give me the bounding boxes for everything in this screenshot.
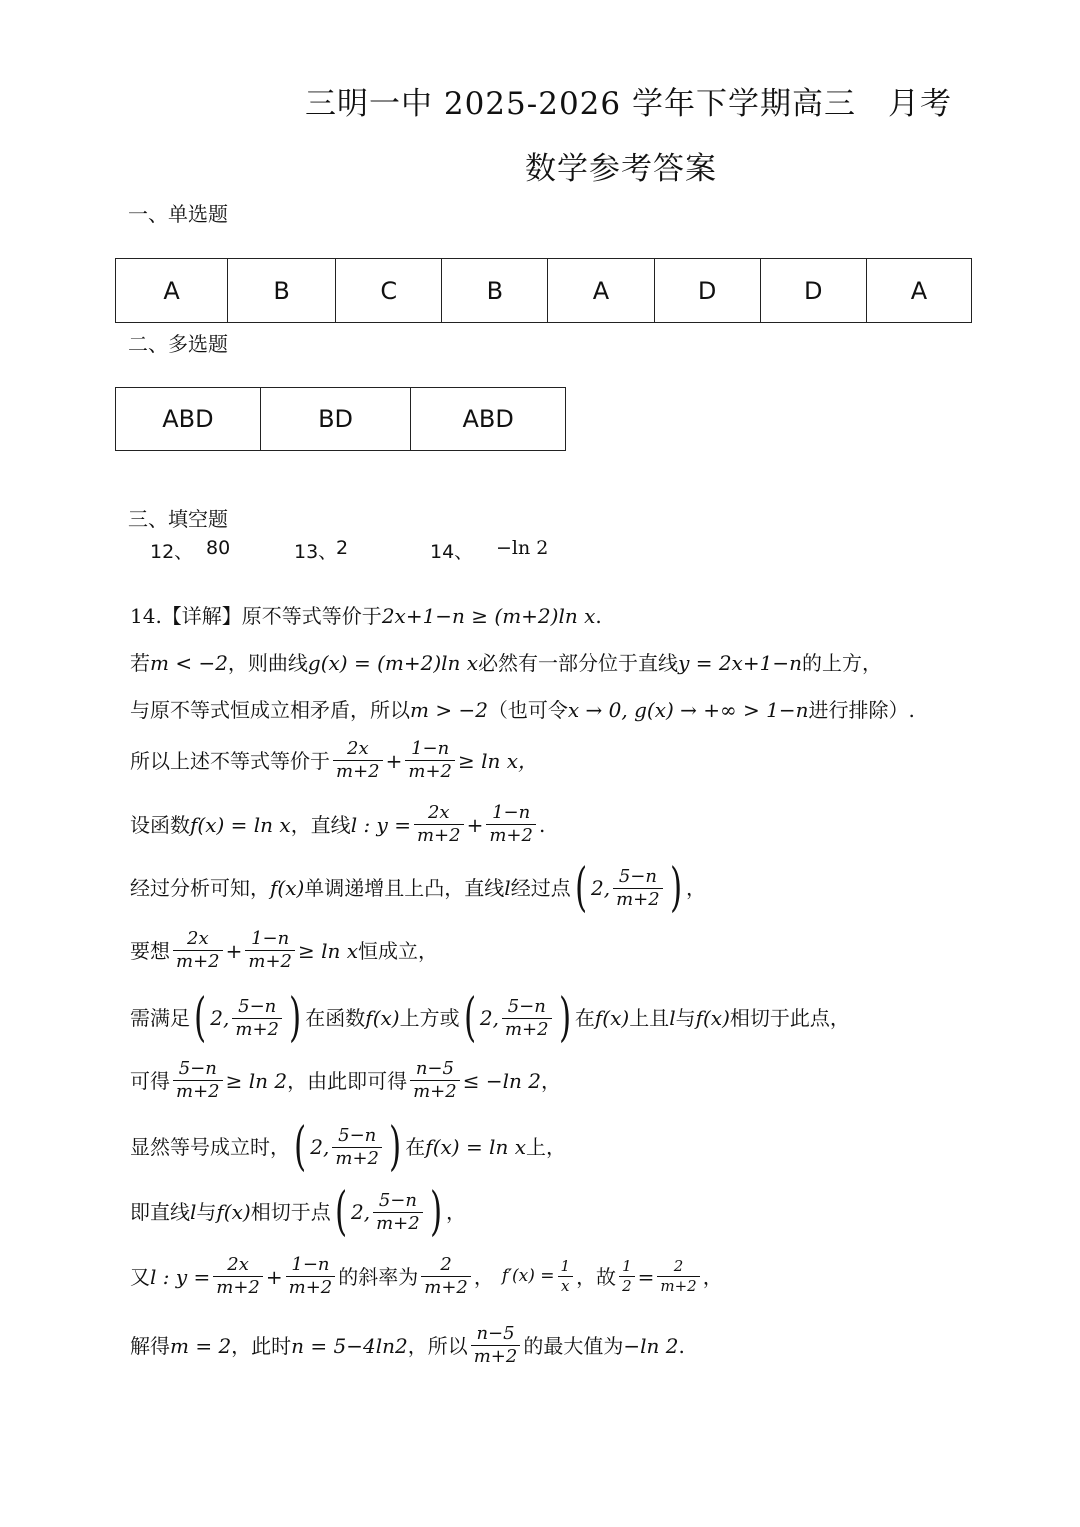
text: 上方或	[399, 1006, 460, 1030]
numerator: 1−n	[251, 928, 290, 949]
page-title: 三明一中 2025-2026 学年下学期高三 月考	[305, 86, 952, 122]
solution-line	[130, 740, 538, 781]
denominator: m+2	[471, 1345, 521, 1366]
text: ，所以	[407, 1333, 468, 1358]
fill-q13-label: 13、	[294, 541, 338, 563]
denominator: m+2	[410, 1080, 460, 1101]
solution-line	[130, 653, 882, 673]
text: 与原不等式恒成立相矛盾，所以	[130, 698, 410, 722]
text: 在	[405, 1135, 426, 1159]
text: 若	[130, 651, 150, 675]
text: 与	[196, 1200, 217, 1224]
solution-line	[130, 858, 706, 918]
plus: +	[385, 748, 403, 773]
text: ，	[540, 1068, 561, 1093]
math: m > −2	[410, 698, 488, 722]
answer-cell: D	[654, 259, 760, 323]
text: 14.【详解】原不等式等价于	[130, 604, 382, 628]
text: ，此时	[231, 1333, 292, 1358]
equals: =	[637, 1264, 655, 1289]
fill-q12-label: 12、	[150, 541, 194, 563]
numerator: n−5	[476, 1323, 515, 1344]
math: f(x)	[216, 1200, 251, 1224]
answer-cell: B	[442, 259, 548, 323]
math: y = 2x+1−n	[678, 651, 802, 675]
math: 2,	[479, 1006, 499, 1030]
multi-choice-answer-table	[115, 387, 566, 451]
text: 上且	[629, 1006, 670, 1030]
fraction	[613, 865, 663, 910]
denominator: m+2	[373, 1212, 423, 1233]
text: 即直线	[130, 1200, 190, 1224]
denominator: m+2	[502, 1018, 552, 1039]
text: 相切于此点，	[729, 1006, 850, 1030]
point-expression: ( 2, $\frac{5-n}{m+2}$ )	[334, 1182, 442, 1242]
denominator: m+2	[613, 888, 663, 909]
math: l	[669, 1006, 676, 1030]
answer-cell: A	[548, 259, 654, 323]
text: 上，	[525, 1135, 566, 1159]
text: 需满足	[130, 1006, 190, 1030]
math: 2x+1−n ≥ (m+2)ln x	[381, 604, 596, 628]
section-fill-blank: 三、填空题	[128, 507, 228, 531]
denominator: m+2	[286, 1276, 336, 1297]
text: .	[595, 604, 602, 628]
math: l	[190, 1200, 197, 1224]
numerator: 2x	[227, 1254, 249, 1275]
text: .	[678, 1333, 685, 1358]
small-fraction-group	[616, 1259, 638, 1294]
text: 所以上述不等式等价于	[130, 748, 330, 773]
math: f(x) = ln x	[190, 812, 291, 837]
section-multi-choice: 二、多选题	[128, 332, 228, 356]
numerator: 2x	[347, 738, 369, 759]
text: 相切于点	[250, 1200, 331, 1224]
fraction	[333, 740, 383, 781]
plus: +	[265, 1264, 283, 1289]
denominator: m+2	[657, 1276, 699, 1294]
denominator: m+2	[332, 1147, 382, 1168]
denominator: 2	[619, 1276, 635, 1294]
numerator: 5−n	[178, 1058, 217, 1079]
math: ≥ ln x，	[457, 748, 539, 773]
answer-cell: ABD	[116, 388, 261, 451]
text: （也可令	[487, 698, 568, 722]
text: 的最大值为	[523, 1333, 624, 1358]
denominator: m+2	[414, 824, 464, 845]
point-expression: ( 2, $\frac{5-n}{m+2}$ )	[294, 1117, 402, 1177]
numerator: 1	[560, 1257, 571, 1275]
fraction	[173, 1060, 223, 1101]
fraction	[471, 1325, 521, 1366]
answer-cell: BD	[260, 388, 411, 451]
denominator: m+2	[213, 1276, 263, 1297]
text: ，	[446, 1200, 466, 1224]
numerator: 2	[440, 1254, 452, 1275]
text: 要想	[130, 938, 170, 963]
fill-q14-label: 14、	[430, 541, 474, 563]
small-fraction-group	[654, 1259, 702, 1294]
math: n = 5−4ln2	[291, 1333, 408, 1358]
math: 2,	[310, 1135, 330, 1159]
numerator: 1−n	[411, 738, 450, 759]
plus: +	[466, 812, 484, 837]
text: 恒成立，	[358, 938, 439, 963]
answer-cell: C	[336, 259, 442, 323]
denominator: m+2	[421, 1276, 471, 1297]
math: g(x) = (m+2)ln x	[307, 651, 479, 675]
fraction	[421, 1256, 471, 1297]
solution-line	[130, 1060, 561, 1101]
text: 设函数	[130, 812, 190, 837]
numerator: 1	[622, 1257, 632, 1275]
fill-q14-value: −ln 2	[496, 537, 549, 559]
fraction	[405, 740, 455, 781]
math: f(x)	[365, 1006, 400, 1030]
fraction	[213, 1256, 263, 1297]
text: 经过点	[510, 876, 571, 900]
text: 进行排除）.	[808, 698, 915, 722]
text: 显然等号成立时，	[130, 1135, 290, 1159]
text: 在	[574, 1006, 595, 1030]
math: m = 2	[170, 1333, 232, 1358]
fraction	[286, 1256, 336, 1297]
fraction	[173, 930, 223, 971]
math: 2,	[351, 1200, 371, 1224]
text: 与	[675, 1006, 696, 1030]
numerator: 1−n	[492, 802, 531, 823]
solution-line	[130, 1256, 723, 1297]
numerator: 5−n	[338, 1124, 377, 1146]
solution-line	[130, 930, 438, 971]
fraction	[414, 804, 464, 845]
math: ≥ ln 2	[225, 1068, 288, 1093]
math: f(x)	[695, 1006, 730, 1030]
denominator: m+2	[333, 760, 383, 781]
denominator: m+2	[173, 1080, 223, 1101]
math: f(x)	[270, 876, 305, 900]
text: ，由此即可得	[287, 1068, 408, 1093]
text: 在函数	[305, 1006, 366, 1030]
point-expression: ( 2, $\frac{5-n}{m+2}$ )	[194, 988, 302, 1048]
solution-line	[130, 606, 602, 626]
text: ，	[686, 876, 706, 900]
math: l : y =	[350, 812, 411, 837]
fraction	[245, 930, 295, 971]
math: l : y =	[150, 1264, 211, 1289]
fraction	[232, 995, 282, 1040]
denominator: m+2	[405, 760, 455, 781]
single-choice-answer-table	[115, 258, 972, 323]
numerator: 5−n	[507, 995, 546, 1017]
fraction	[657, 1259, 699, 1294]
section-single-choice: 一、单选题	[128, 202, 228, 226]
page-subtitle: 数学参考答案	[525, 151, 717, 187]
numerator: 5−n	[378, 1189, 417, 1211]
denominator: m+2	[232, 1018, 282, 1039]
text: 的斜率为	[338, 1264, 419, 1289]
numerator: 5−n	[238, 995, 277, 1017]
plus: +	[225, 938, 243, 963]
fill-q12-value: 80	[206, 537, 231, 559]
fill-q13-value: 2	[336, 537, 349, 559]
solution-line	[130, 1325, 685, 1366]
text: 又	[130, 1264, 150, 1289]
answer-cell: A	[866, 259, 971, 323]
math: ≤ −ln 2	[462, 1068, 541, 1093]
math: 2,	[210, 1006, 230, 1030]
math: f′(x) =	[501, 1266, 555, 1286]
text: 经过分析可知，	[130, 876, 270, 900]
math: 2,	[591, 876, 611, 900]
math: l	[504, 876, 511, 900]
math: m < −2	[150, 651, 228, 675]
text: 解得	[130, 1333, 170, 1358]
text: 必然有一部分位于直线	[478, 651, 679, 675]
text: ，直线	[290, 812, 351, 837]
numerator: 5−n	[618, 865, 657, 887]
point-expression: ( 2, $\frac{5-n}{m+2}$ )	[574, 858, 682, 918]
fraction	[332, 1124, 382, 1169]
denominator: m+2	[486, 824, 536, 845]
text: ，则曲线	[227, 651, 308, 675]
numerator: 1−n	[291, 1254, 330, 1275]
solution-line	[130, 804, 545, 845]
answer-cell: D	[760, 259, 866, 323]
small-fraction-group	[555, 1259, 577, 1294]
fraction	[410, 1060, 460, 1101]
denominator: m+2	[173, 950, 223, 971]
numerator: 2x	[187, 928, 209, 949]
math: f(x) = ln x	[425, 1135, 526, 1159]
math: x → 0, g(x) → +∞ > 1−n	[567, 698, 809, 722]
fraction	[373, 1189, 423, 1234]
point-expression: ( 2, $\frac{5-n}{m+2}$ )	[463, 988, 571, 1048]
denominator: x	[558, 1276, 572, 1294]
math: −ln 2	[623, 1333, 679, 1358]
solution-line	[130, 1182, 466, 1242]
numerator: 2x	[427, 802, 450, 823]
answer-cell: ABD	[411, 388, 566, 451]
fraction	[619, 1259, 635, 1294]
answer-cell: B	[228, 259, 336, 323]
solution-line	[130, 700, 915, 720]
fraction	[502, 995, 552, 1040]
text: 单调递增且上凸，直线	[304, 876, 505, 900]
text: 的上方，	[801, 651, 882, 675]
text: .	[538, 812, 546, 837]
text: ，	[473, 1264, 494, 1289]
text: 可得	[130, 1068, 170, 1093]
math: ≥ ln x	[297, 938, 359, 963]
math: f(x)	[594, 1006, 630, 1030]
fraction	[486, 804, 536, 845]
text: ，故	[576, 1264, 617, 1289]
numerator: 2	[673, 1257, 684, 1275]
fraction	[558, 1259, 574, 1294]
denominator: m+2	[245, 950, 295, 971]
solution-line	[130, 988, 850, 1048]
numerator: n−5	[415, 1058, 454, 1079]
solution-line	[130, 1117, 566, 1177]
answer-cell: A	[116, 259, 228, 323]
text: ，	[702, 1264, 723, 1289]
